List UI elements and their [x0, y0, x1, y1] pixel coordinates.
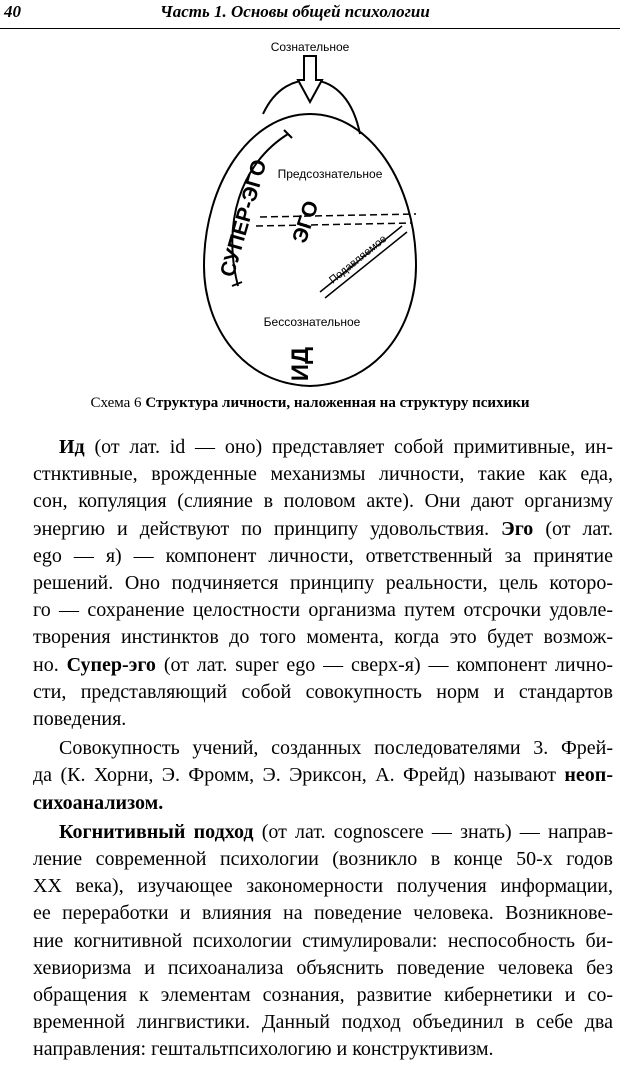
label-superego: СУПЕР-ЭГО: [216, 156, 272, 280]
text-line: направления: гештальтпсихологию и конструктивизм.: [33, 1038, 494, 1061]
label-conscious: Сознательное: [270, 40, 350, 54]
text-line: XX века), изучающее закономерности получения информации,: [33, 875, 613, 898]
text-line: энергию и действуют по принципу удовольствия. Эго (от лат.: [33, 517, 614, 540]
page-number: 40: [4, 2, 21, 21]
page-header: [0, 0, 620, 30]
label-repressed: Подавляемое: [327, 232, 390, 287]
text-line: временной лингвистики. Данный подход объединил в себе два: [33, 1011, 613, 1034]
repressed-line-2: [325, 232, 407, 298]
text-line: хевиоризма и психоанализа объяснить поведение человека без: [33, 956, 613, 979]
label-id: ИД: [287, 346, 314, 382]
term-neopsychoanalysis: неоп-: [564, 764, 613, 787]
term-ego: Эго: [501, 517, 534, 540]
caption-label: Схема 6: [90, 395, 142, 411]
figure-caption: [0, 395, 620, 412]
label-unconscious: Бессознательное: [263, 315, 361, 329]
psyche-structure-diagram: [180, 34, 440, 394]
term-neopsychoanalysis-cont: сихоанализом.: [33, 791, 164, 814]
arrow-icon: [298, 56, 322, 102]
paragraph-cognitive-approach: [7, 819, 613, 1064]
term-cognitive-approach: Когнитивный подход: [59, 820, 254, 843]
text-line: го — сохранение целостности организма путем отсрочки удовле-: [33, 599, 613, 622]
text-line: решений. Оно подчиняется принципу реальности, цель которо-: [33, 572, 613, 595]
term-id: Ид: [59, 436, 85, 458]
text-line: сон, копуляция (слияние в половом акте). Они дают организму: [33, 490, 613, 513]
text-line: ние когнитивной психологии стимулировали: неспособность би-: [33, 929, 613, 952]
text-line: ее переработки и влияния на поведение человека. Возникнове-: [33, 902, 613, 925]
text-line: ление современной психологии (возникло в конце 50-х годов: [33, 848, 613, 871]
dashed-line-lower: [256, 223, 412, 226]
text-line: но. Супер-эго (от лат. super ego — сверх-я) — компонент лично-: [33, 653, 614, 676]
text-line: творения инстинктов до того момента, когда это будет возмож-: [33, 626, 613, 649]
text-line: поведения.: [33, 708, 127, 731]
diagram-svg: [180, 34, 440, 394]
text-line: сти, представляющий собой совокупность норм и стандартов: [33, 680, 613, 703]
text-line: Ид (от лат. id — оно) представляет собой примитивные, ин-: [59, 436, 613, 458]
header-rule: [0, 28, 620, 29]
text-line: стнктивные, врожденные механизмы личности, такие как еда,: [33, 463, 613, 486]
text-line: обращения к элементам сознания, развитие кибернетики и со-: [33, 984, 613, 1007]
paragraph-id-ego-superego: [7, 434, 613, 733]
text-line: ego — я) — компонент личности, ответственный за принятие: [33, 544, 613, 567]
label-ego: ЭГО: [288, 198, 324, 246]
running-title: Часть 1. Основы общей психологии: [160, 2, 430, 21]
label-preconscious: Предсознательное: [277, 167, 383, 181]
paragraph-neopsychoanalysis: [7, 735, 613, 817]
text-line: Совокупность учений, созданных последователями 3. Фрей-: [59, 737, 613, 760]
caption-title: Структура личности, наложенная на структуру психики: [145, 395, 530, 411]
term-superego: Супер-эго: [66, 653, 156, 676]
text-line: [7, 790, 613, 817]
text-line: да (К. Хорни, Э. Фромм, Э. Эриксон, А. Фрейд) называют неоп-: [33, 764, 613, 787]
dashed-line-upper: [260, 214, 416, 217]
body-text: [7, 434, 613, 1066]
text-line: Когнитивный подход (от лат. cognoscere — знать) — направ-: [59, 820, 613, 843]
